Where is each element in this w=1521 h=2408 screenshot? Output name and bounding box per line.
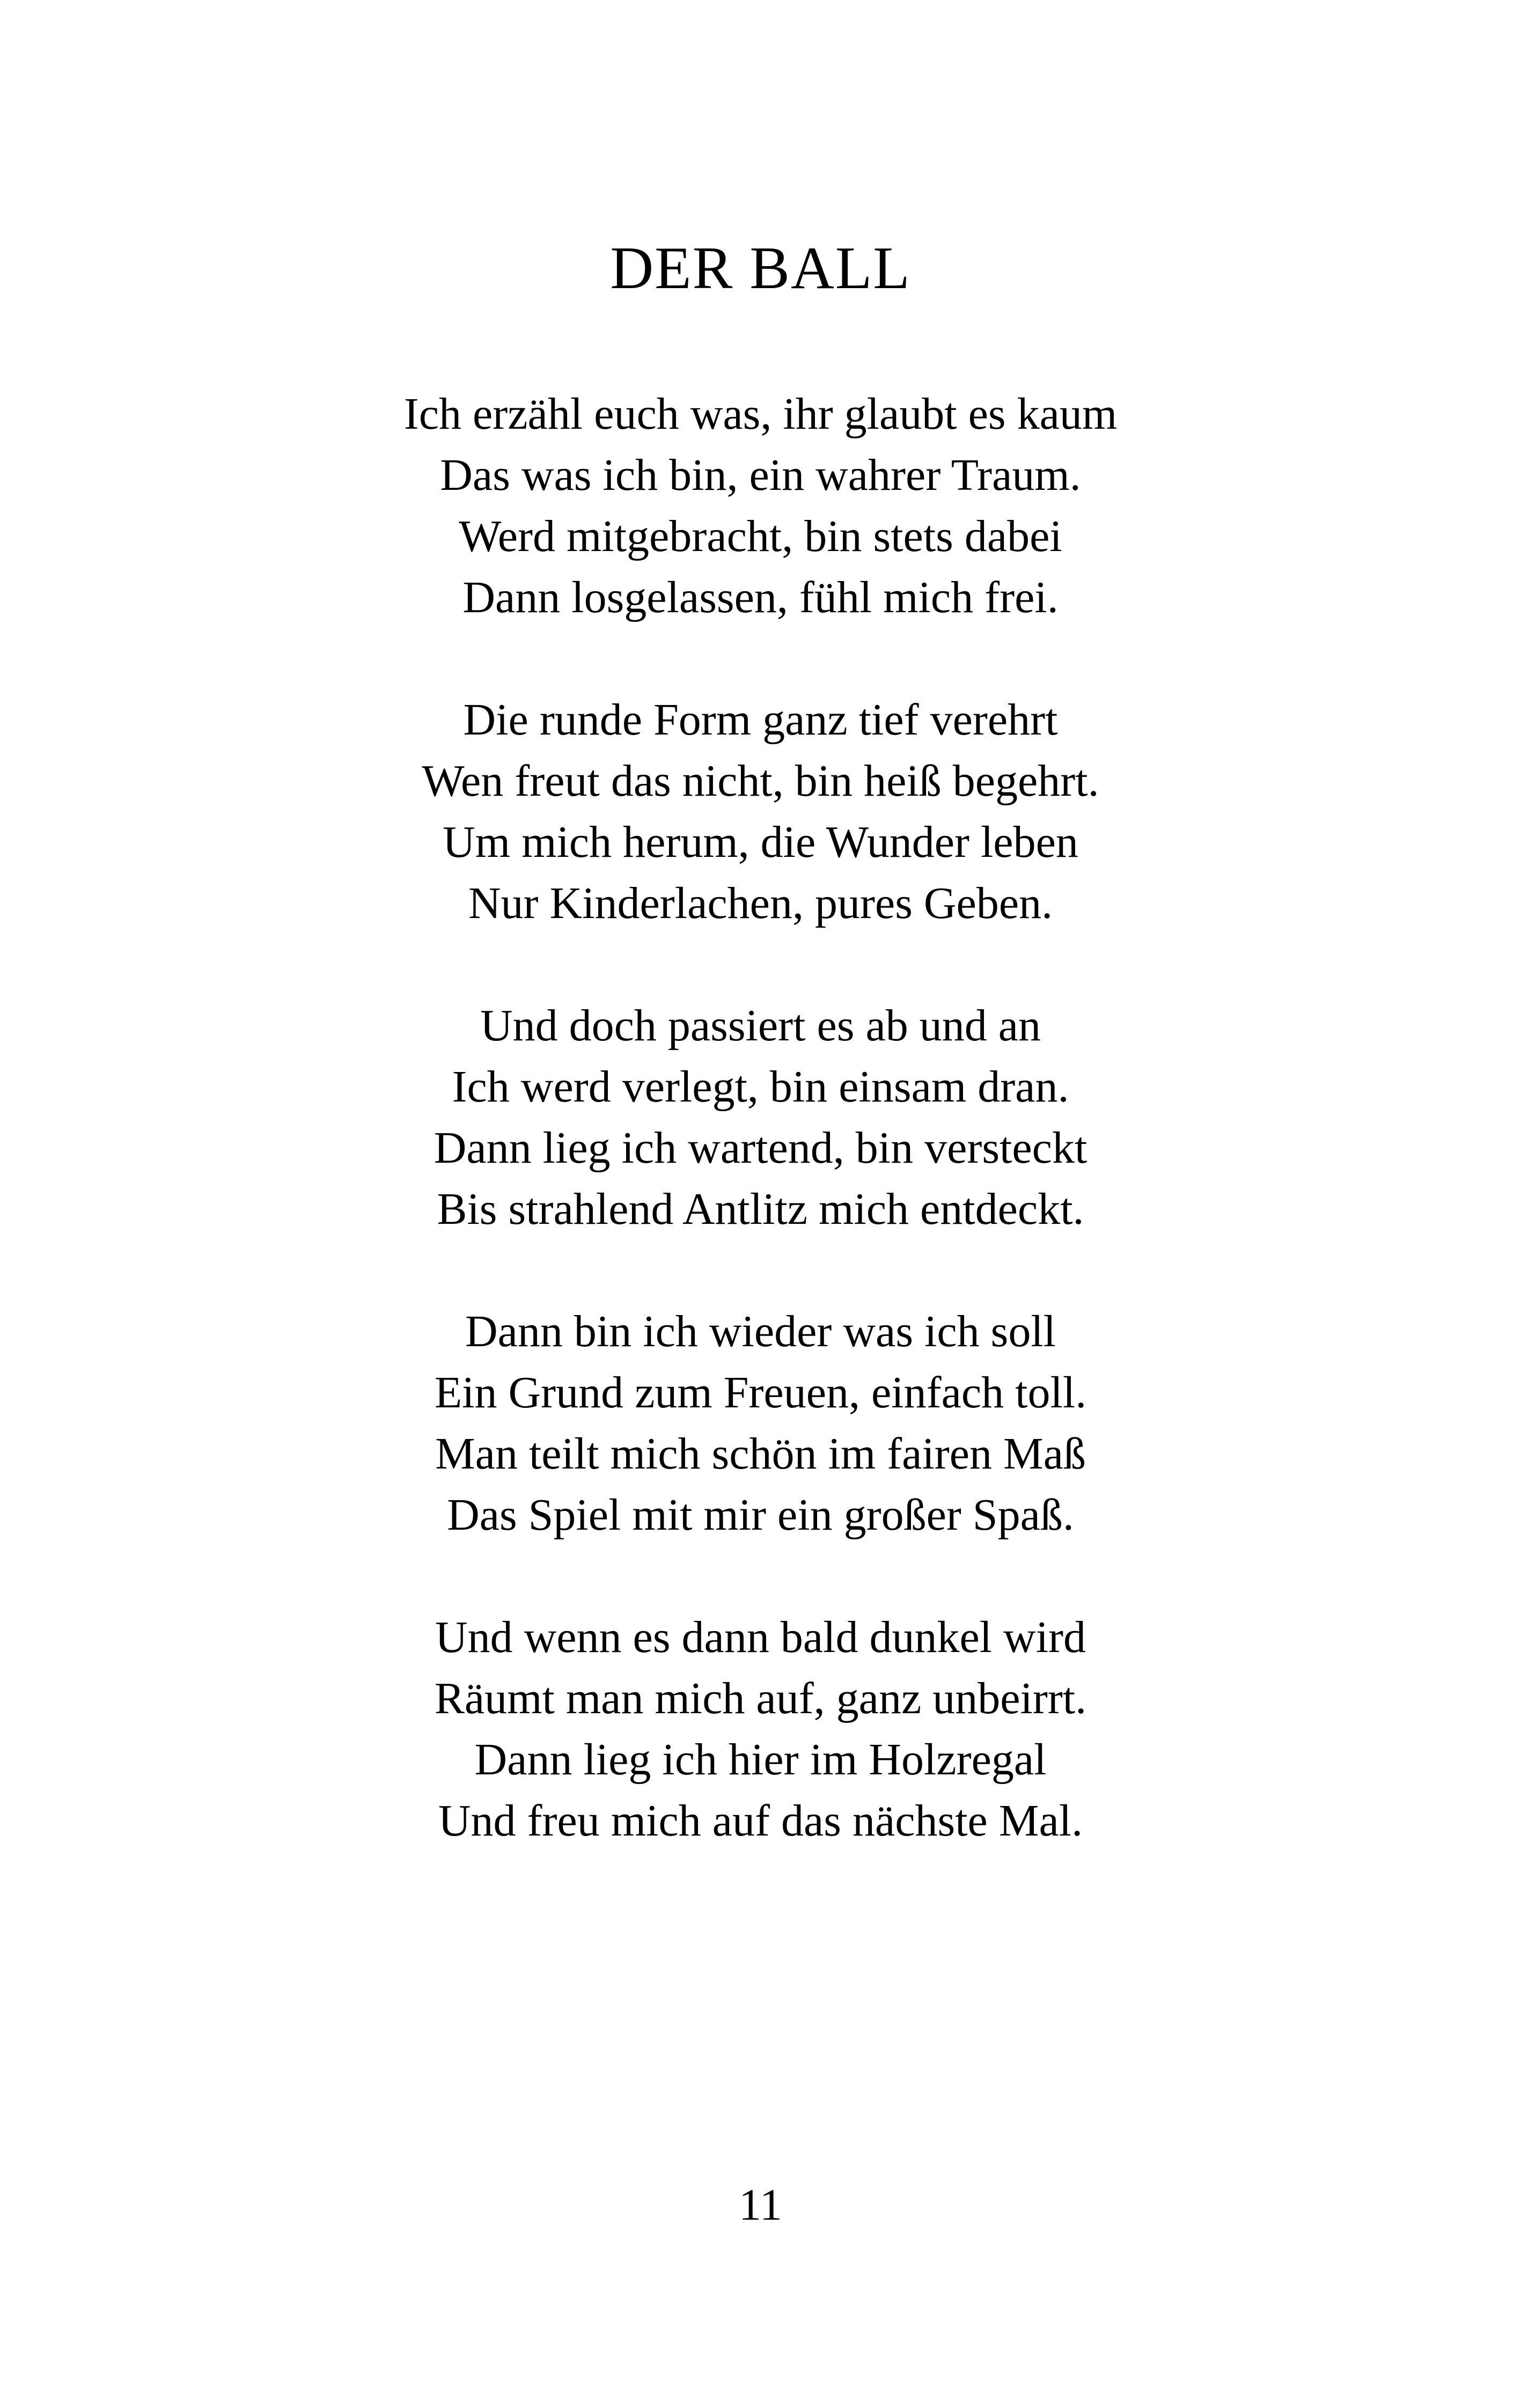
poem-line: Werd mitgebracht, bin stets dabei xyxy=(459,511,1062,561)
poem-line: Räumt man mich auf, ganz unbeirrt. xyxy=(434,1673,1087,1723)
poem-line: Dann lieg ich hier im Holzregal xyxy=(474,1735,1047,1785)
poem-line: Bis strahlend Antlitz mich entdeckt. xyxy=(437,1184,1084,1234)
poem-line: Wen freut das nicht, bin heiß begehrt. xyxy=(422,756,1099,806)
stanza-1 xyxy=(0,384,1521,628)
poem-line: Das Spiel mit mir ein großer Spaß. xyxy=(447,1490,1074,1540)
stanza-5 xyxy=(0,1607,1521,1852)
stanza-4 xyxy=(0,1301,1521,1546)
poem-line: Dann bin ich wieder was ich soll xyxy=(465,1306,1056,1356)
stanza-3 xyxy=(0,995,1521,1240)
poem-line: Man teilt mich schön im fairen Maß xyxy=(435,1429,1086,1479)
poem-line: Um mich herum, die Wunder leben xyxy=(443,817,1078,867)
poem-line: Und freu mich auf das nächste Mal. xyxy=(438,1796,1083,1846)
poem-title: DER BALL xyxy=(610,235,911,302)
poem-line: Und wenn es dann bald dunkel wird xyxy=(435,1612,1086,1662)
poem-line: Dann losgelassen, fühl mich frei. xyxy=(462,572,1059,622)
stanza-2 xyxy=(0,689,1521,934)
poem-line: Nur Kinderlachen, pures Geben. xyxy=(468,878,1053,928)
page-number: 11 xyxy=(739,2180,782,2230)
poem-line: Das was ich bin, ein wahrer Traum. xyxy=(440,450,1081,500)
poem-line: Ich werd verlegt, bin einsam dran. xyxy=(452,1062,1069,1112)
poem-line: Dann lieg ich wartend, bin versteckt xyxy=(433,1123,1088,1173)
poem-body xyxy=(0,384,1521,1913)
poem-line: Ich erzähl euch was, ihr glaubt es kaum xyxy=(403,389,1118,439)
poem-line: Die runde Form ganz tief verehrt xyxy=(463,695,1058,745)
poem-line: Und doch passiert es ab und an xyxy=(480,1001,1041,1051)
poem-line: Ein Grund zum Freuen, einfach toll. xyxy=(434,1368,1087,1418)
